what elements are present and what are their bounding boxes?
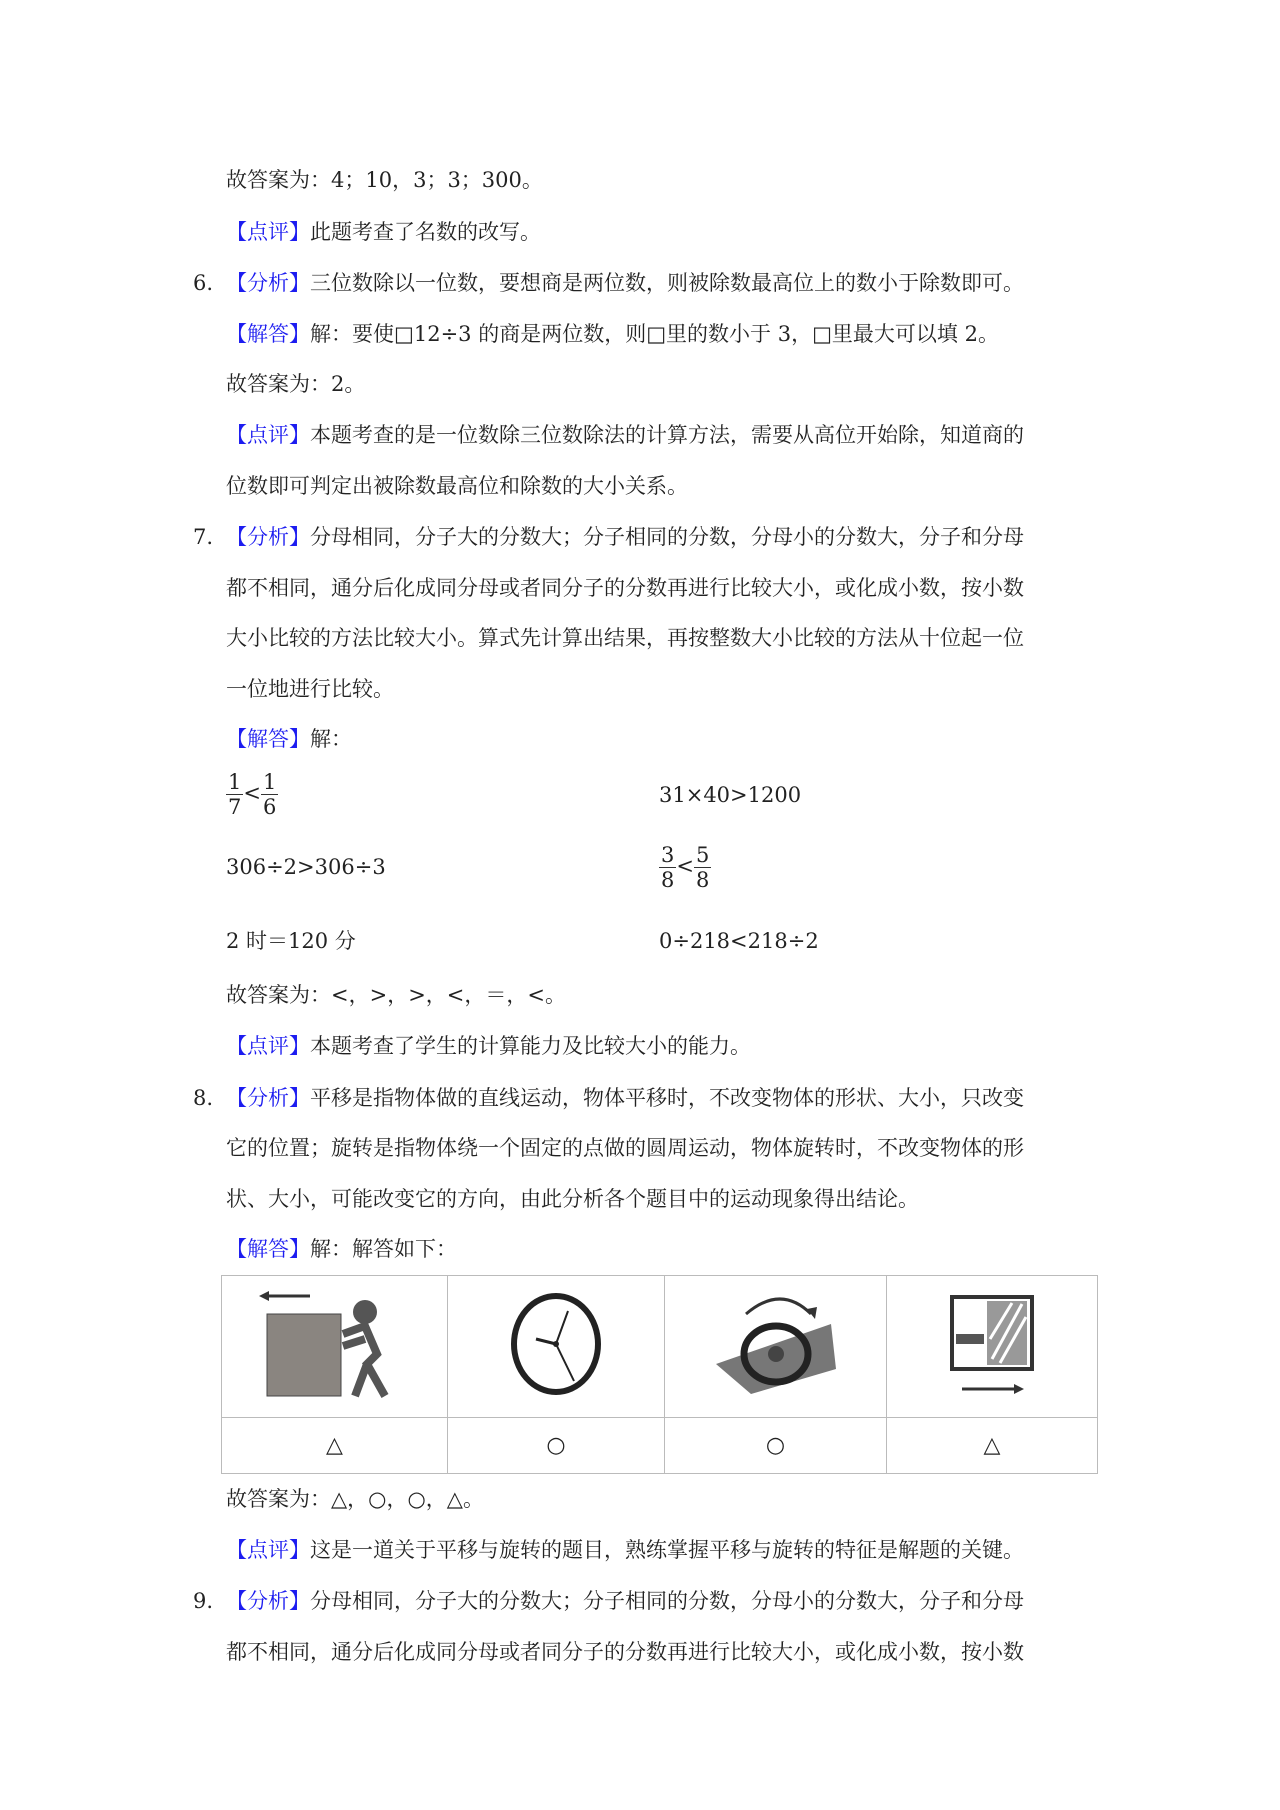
solution-text: 解：要使□12÷3 的商是两位数，则□里的数小于 3，□里最大可以填 2。 (310, 322, 999, 346)
q7-answer: 故答案为：<，>，>，<，＝，<。 (226, 983, 566, 1007)
numerator: 3 (661, 843, 675, 867)
expr-5: 2 时＝120 分 (226, 929, 356, 953)
q8-analysis-3: 状、大小，可能改变它的方向，由此分析各个题目中的运动现象得出结论。 (226, 1187, 919, 1211)
q7-analysis (226, 523, 1024, 551)
solution-text: 解： (310, 727, 352, 751)
expr-fraction-1 (226, 770, 278, 819)
expr-3: 306÷2>306÷3 (226, 855, 386, 879)
q6-comment-cont: 位数即可判定出被除数最高位和除数的大小关系。 (226, 474, 688, 498)
question-number: 9. (193, 1589, 214, 1613)
question-number: 6. (193, 271, 214, 295)
q8-analysis-2: 它的位置；旋转是指物体绕一个固定的点做的圆周运动，物体旋转时，不改变物体的形 (226, 1136, 1024, 1160)
analysis-text: 三位数除以一位数，要想商是两位数，则被除数最高位上的数小于除数即可。 (310, 271, 1024, 295)
expr-6: 0÷218<218÷2 (659, 929, 819, 953)
fraction (226, 770, 243, 819)
solution-text: 解：解答如下： (310, 1237, 457, 1261)
table-cell-symbol: △ (222, 1418, 448, 1474)
clock-image (448, 1276, 665, 1418)
expr-fraction-4 (659, 843, 711, 892)
clock-icon (506, 1289, 606, 1399)
comment-tag: 【点评】 (226, 1538, 310, 1562)
analysis-text: 分母相同，分子大的分数大；分子相同的分数，分母小的分数大，分子和分母 (310, 525, 1024, 549)
table-cell-symbol: ○ (448, 1418, 665, 1474)
push-box-image (222, 1276, 448, 1418)
comment-tag: 【点评】 (226, 1034, 310, 1058)
solution-tag: 【解答】 (226, 322, 310, 346)
q7-analysis-2: 都不相同，通分后化成同分母或者同分子的分数再进行比较大小，或化成小数，按小数 (226, 576, 1024, 600)
numerator: 5 (695, 843, 710, 867)
q9-analysis-2: 都不相同，通分后化成同分母或者同分子的分数再进行比较大小，或化成小数，按小数 (226, 1640, 1024, 1664)
fraction (261, 770, 278, 819)
denominator: 8 (695, 868, 710, 892)
q5-answer: 故答案为：4；10，3；3；300。 (226, 168, 543, 192)
steering-wheel-image (665, 1276, 887, 1418)
expr-2: 31×40>1200 (659, 783, 802, 807)
fraction (694, 843, 711, 892)
comment-text: 此题考查了名数的改写。 (310, 220, 541, 244)
operator: < (243, 781, 261, 805)
person-pushing-box-icon (255, 1284, 415, 1404)
fraction (659, 843, 676, 892)
denominator: 6 (262, 795, 277, 819)
sliding-window-icon (942, 1289, 1042, 1399)
q8-analysis (226, 1084, 1024, 1112)
comment-text: 本题考查的是一位数除三位数除法的计算方法，需要从高位开始除，知道商的 (310, 423, 1024, 447)
analysis-text: 平移是指物体做的直线运动，物体平移时，不改变物体的形状、大小，只改变 (310, 1086, 1024, 1110)
q6-comment (226, 421, 1024, 449)
analysis-tag: 【分析】 (226, 271, 310, 295)
question-number: 8. (193, 1086, 214, 1110)
solution-tag: 【解答】 (226, 727, 310, 751)
question-number: 7. (193, 525, 214, 549)
q5-comment (226, 218, 541, 246)
motion-table (221, 1275, 1098, 1474)
q6-solution (226, 320, 999, 348)
window-image (887, 1276, 1098, 1418)
q6-analysis (226, 269, 1024, 297)
solution-tag: 【解答】 (226, 1237, 310, 1261)
table-cell-symbol: ○ (665, 1418, 887, 1474)
analysis-tag: 【分析】 (226, 1086, 310, 1110)
q7-comment (226, 1032, 751, 1060)
q6-answer: 故答案为：2。 (226, 372, 366, 396)
comment-tag: 【点评】 (226, 423, 310, 447)
analysis-tag: 【分析】 (226, 525, 310, 549)
denominator: 8 (661, 868, 675, 892)
comment-tag: 【点评】 (226, 220, 310, 244)
q9-analysis (226, 1587, 1024, 1615)
denominator: 7 (228, 795, 242, 819)
numerator: 1 (262, 770, 277, 794)
table-cell-symbol: △ (887, 1418, 1098, 1474)
analysis-text: 分母相同，分子大的分数大；分子相同的分数，分母小的分数大，分子和分母 (310, 1589, 1024, 1613)
q8-comment (226, 1536, 1024, 1564)
numerator: 1 (228, 770, 242, 794)
q7-solution (226, 725, 352, 753)
comment-text: 这是一道关于平移与旋转的题目，熟练掌握平移与旋转的特征是解题的关键。 (310, 1538, 1024, 1562)
operator: < (676, 854, 694, 878)
comment-text: 本题考查了学生的计算能力及比较大小的能力。 (310, 1034, 751, 1058)
q8-solution (226, 1235, 457, 1263)
q7-analysis-4: 一位地进行比较。 (226, 677, 394, 701)
q8-answer: 故答案为：△，○，○，△。 (226, 1487, 484, 1511)
steering-wheel-icon (711, 1289, 841, 1399)
analysis-tag: 【分析】 (226, 1589, 310, 1613)
q7-analysis-3: 大小比较的方法比较大小。算式先计算出结果，再按整数大小比较的方法从十位起一位 (226, 626, 1024, 650)
